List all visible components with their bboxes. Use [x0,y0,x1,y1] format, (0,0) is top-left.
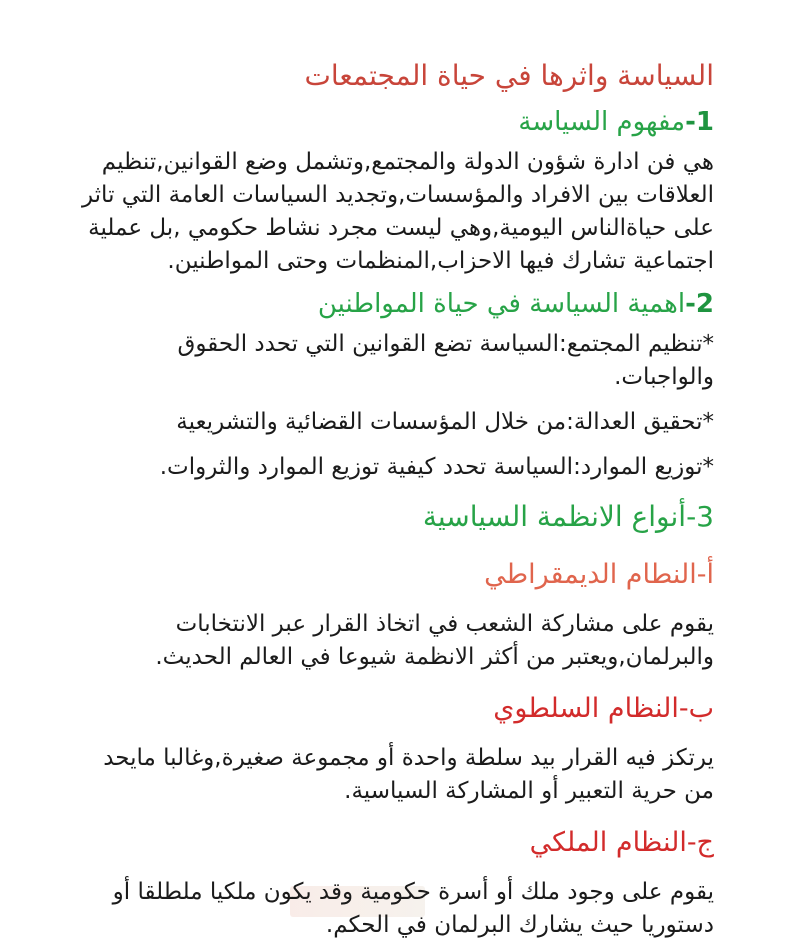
section-number: 2- [685,289,714,319]
page-title: السياسة واثرها في حياة المجتمعات [304,59,714,92]
system-paragraph-monarchy: يقوم على وجود ملك أو أسرة حكومية وقد يكون ملكيا ملطلقا أو دستوريا حيث يشارك البرلمان في الحكم. [112,879,714,938]
system-paragraph-authoritarian: يرتكز فيه القرار بيد سلطة واحدة أو مجموعة صغيرة,وغالبا مايحد من حرية التعبير أو المشاركة السياسية. [103,745,714,804]
importance-point: *توزيع الموارد:السياسة تحدد كيفية توزيع الموارد والثروات. [159,454,714,480]
section-heading-label: اهمية السياسة في حياة المواطنين [317,289,686,319]
importance-point: *تحقيق العدالة:من خلال المؤسسات القضائية والتشريعية [176,409,714,435]
section-heading-types [80,496,714,538]
system-heading-monarchy: ج-النظام الملكي [529,827,714,858]
system-heading-democratic: أ-النطام الديمقراطي [484,559,714,590]
system-heading-authoritarian: ب-النظام السلطوي [493,693,714,724]
importance-point: *تنظيم المجتمع:السياسة تضع القوانين التي تحدد الحقوق والواجبات. [177,331,714,390]
system-paragraph-democratic: يقوم على مشاركة الشعب في اتخاذ القرار عبر الانتخابات والبرلمان,ويعتبر من أكثر الانظمة شيوعا في العالم الحديث. [155,611,714,670]
concept-paragraph: هي فن ادارة شؤون الدولة والمجتمع,وتشمل وضع القوانين,تنظيم العلاقات بين الافراد والمؤسسات,وتجديد السياسات العامة التي تاثر على حياةالناس اليومية,وهي ليست مجرد نشاط حكومي ,بل عملية اجتماعية تشارك فيها الاحزاب,المنظمات وحتى المواطنين. [81,149,714,274]
section-heading-importance [80,286,714,322]
section-number: 1- [685,107,714,137]
section-heading-concept [80,104,714,140]
section-heading-label: أنواع الانظمة السياسية [422,500,687,533]
section-heading-label: مفهوم السياسة [518,107,686,137]
section-number: 3- [686,500,714,533]
